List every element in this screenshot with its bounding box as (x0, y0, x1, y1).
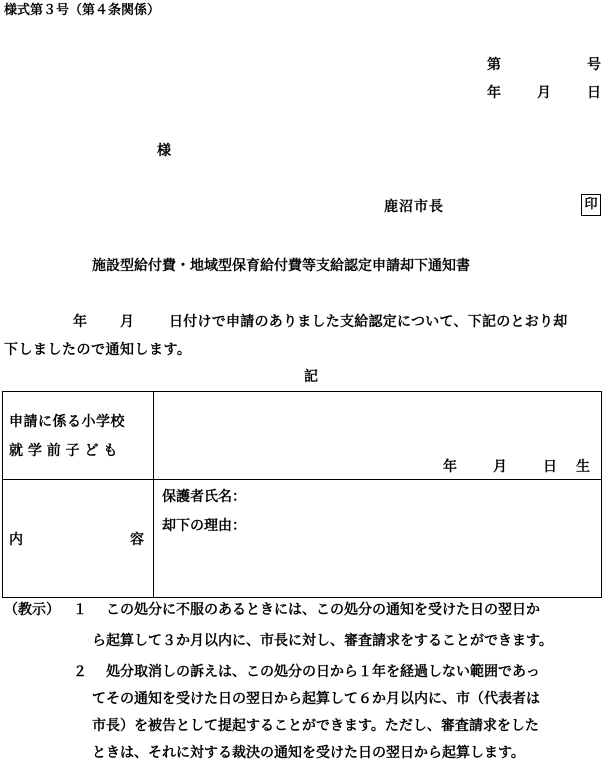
document-number-suffix: 号 (587, 57, 601, 73)
notes-prefix: （教示） (4, 602, 60, 618)
issue-date-day: 日 (587, 85, 601, 101)
birth-suffix: 生 (576, 459, 590, 475)
body-text-line1: 日付けで申請のありました支給認定について、下記のとおり却 (169, 314, 568, 330)
note-2-line2: てその通知を受けた日の翌日から起算して６か月以内に、市（代表者は (92, 691, 540, 707)
table-row-divider (3, 479, 601, 480)
birth-day: 日 (543, 459, 557, 475)
document-title: 施設型給付費・地域型保育給付費等支給認定申請却下通知書 (92, 258, 470, 274)
child-label-line2: 就 学 前 子 ど も (9, 443, 118, 459)
issue-date-year: 年 (487, 85, 501, 101)
content-label-right: 容 (130, 532, 144, 548)
child-label-line1: 申請に係る小学校 (9, 414, 125, 430)
guardian-name-label: 保護者氏名： (162, 489, 246, 505)
seal-box: 印 (581, 194, 601, 216)
table-column-divider (153, 392, 154, 597)
details-table (2, 391, 602, 598)
rejection-reason-label: 却下の理由： (162, 518, 246, 534)
note-1-line2: ら起算して３か月以内に、市長に対し、審査請求をすることができます。 (92, 633, 553, 649)
form-number: 様式第３号（第４条関係） (4, 3, 161, 18)
note-2-line3: 市長）を被告として提起することができます。ただし、審査請求をした (92, 718, 539, 734)
document-number-prefix: 第 (487, 57, 501, 73)
note-2-line1: 処分取消しの訴えは、この処分の日から１年を経過しない範囲であっ (106, 664, 540, 680)
ki-heading: 記 (304, 369, 318, 385)
issue-date-month: 月 (537, 85, 551, 101)
content-label-left: 内 (9, 532, 23, 548)
issuer-name: 鹿沼市長 (384, 199, 444, 215)
note-1-line1: この処分に不服のあるときには、この処分の通知を受けた日の翌日か (106, 602, 540, 618)
body-date-month: 月 (120, 314, 134, 330)
addressee-suffix: 様 (157, 143, 171, 159)
note-1-number: １ (73, 602, 87, 618)
body-date-year: 年 (73, 314, 87, 330)
body-text-line2: 下しましたので通知します。 (4, 342, 192, 358)
birth-year: 年 (443, 459, 457, 475)
note-2-line4: ときは、それに対する裁決の通知を受けた日の翌日から起算します。 (92, 745, 525, 761)
birth-month: 月 (493, 459, 507, 475)
note-2-number: ２ (73, 664, 87, 680)
